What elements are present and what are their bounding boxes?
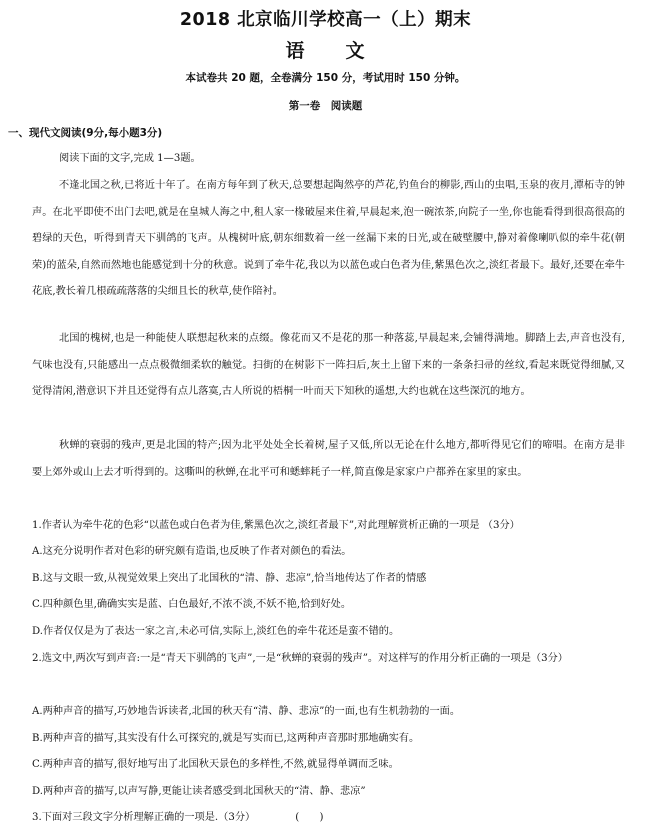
volume-heading: 第一卷 阅读题 bbox=[288, 100, 363, 112]
question-2-option-c: C.两种声音的描写,很好地写出了北国秋天景色的多样性,不然,就显得单调而乏味。 bbox=[32, 759, 399, 770]
question-3-stem: 3.下面对三段文字分析理解正确的一项是.（3分） bbox=[32, 812, 256, 823]
question-2-option-d: D.两种声音的描写,以声写静,更能让读者感受到北国秋天的“清、静、悲凉” bbox=[32, 786, 366, 797]
question-1-option-c: C.四种颜色里,确确实实是蓝、白色最好,不浓不淡,不妖不艳,恰到好处。 bbox=[32, 599, 352, 610]
exam-title: 2018 北京临川学校高一（上）期末 bbox=[179, 10, 472, 30]
question-1-option-d: D.作者仅仅是为了表达一家之言,未必可信,实际上,淡红色的牵牛花还是蛮不错的。 bbox=[32, 626, 400, 637]
question-2-stem: 2.选文中,两次写到声音:一是“青天下驯鸽的飞声”,一是“秋蝉的衰弱的残声”。对这样写的作用分析正确的一项是（3分） bbox=[32, 653, 568, 664]
question-2-option-a: A.两种声音的描写,巧妙地告诉读者,北国的秋天有“清、静、悲凉”的一面,也有生机勃勃的一面。 bbox=[32, 706, 461, 717]
passage-paragraph-2: 北国的槐树,也是一种能使人联想起秋来的点缀。像花而又不是花的那一种落蕊,早晨起来,会铺得满地。脚踏上去,声音也没有,气味也没有,只能感出一点点极微细柔软的触觉。扫街的在树影下一阵扫后,灰土上留下来的一条条扫帚的丝纹,看起来既觉得细腻,又觉得清闲,潜意识下并且还觉得有点儿落寞,古人所说的梧桐一叶而天下知秋的遥想,大约也就在这些深沉的地方。 bbox=[32, 333, 625, 398]
passage-paragraph-1: 不逢北国之秋,已将近十年了。在南方每年到了秋天,总要想起陶然亭的芦花,钓鱼台的柳影,西山的虫唱,玉泉的夜月,潭柘寺的钟声。在北平即使不出门去吧,就是在皇城人海之中,租人家一椽破屋来住着,早晨起来,泡一碗浓茶,向院子一坐,你也能看得到很高很高的碧绿的天色，听得到青天下驯鸽的飞声。从槐树叶底,朝东细数着一丝一丝漏下来的日光,或在破壁腰中,静对着像喇叭似的牵牛花(朝荣)的蓝朵,自然而然地也能感觉到十分的秋意。说到了牵牛花,我以为以蓝色或白色者为佳,紫黑色次之,淡红者最下。最好,还要在牵牛花底,教长着几根疏疏落落的尖细且长的秋草,使作陪衬。 bbox=[32, 180, 625, 298]
question-2-option-b: B.两种声音的描写,其实没有什么可探究的,就是写实而已,这两种声音那时那地确实有。 bbox=[32, 733, 420, 744]
passage-paragraph-3: 秋蝉的衰弱的残声,更是北国的特产;因为北平处处全长着树,屋子又低,所以无论在什么地方,都听得见它们的啼唱。在南方是非要上郊外或山上去才听得到的。这嘶叫的秋蝉,在北平可和蟋蟀耗子一样,简直像是家家户户都养在家里的家虫。 bbox=[32, 440, 625, 478]
subject-heading: 语 文 bbox=[285, 40, 366, 62]
answer-blank: ( ) bbox=[295, 812, 324, 823]
question-3-line bbox=[32, 805, 632, 832]
question-1-option-b: B.这与文眼一致,从视觉效果上突出了北国秋的“清、静、悲凉”,恰当地传达了作者的情感 bbox=[32, 573, 427, 584]
question-1-option-a: A.这充分说明作者对色彩的研究颇有造诣,也反映了作者对颜色的看法。 bbox=[32, 546, 352, 557]
section-heading: 一、现代文阅读(9分,每小题3分) bbox=[8, 127, 163, 139]
passage-instruction: 阅读下面的文字,完成 1—3题。 bbox=[59, 153, 201, 164]
question-1-stem: 1.作者认为牵牛花的色彩“以蓝色或白色者为佳,紫黑色次之,淡红者最下”,对此理解赏析正确的一项是 （3分） bbox=[32, 520, 520, 531]
exam-info: 本试卷共 20 题，全卷满分 150 分，考试用时 150 分钟。 bbox=[185, 72, 466, 84]
